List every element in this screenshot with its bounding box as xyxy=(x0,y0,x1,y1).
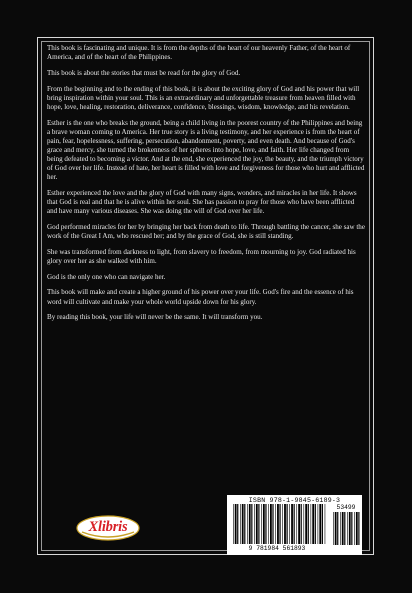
blurb-paragraph-1: This book is fascinating and unique. It is from the depths of the heart of our heavenly Father, of the heart of America, and of the heart of the Philippines. xyxy=(47,44,351,62)
blurb-paragraph-8: God is the only one who can navigate her. xyxy=(47,272,166,281)
logo-wordmark: Xlibris xyxy=(88,519,128,535)
blurb-paragraph-7: She was transformed from darkness to light, from slavery to freedom, from mourning to joy. God radiated his glory over her as she walked with him. xyxy=(47,247,356,265)
isbn-label: ISBN 978-1-9845-6189-3 xyxy=(248,497,341,504)
blurb-paragraph-2: This book is about the stories that must be read for the glory of God. xyxy=(47,68,241,77)
blurb-paragraph-5: Esther experienced the love and the glory of God with many signs, wonders, and miracles in her life. It shows that God is real and that he is alive within her soul. She has passion to pray for those who have been afflicted and have many various diseases. She was doing the will of God over her life. xyxy=(47,188,357,216)
isbn-barcode xyxy=(227,495,362,555)
publisher-logo xyxy=(76,515,140,541)
blurb-paragraph-3: From the beginning and to the ending of this book, it is about the exciting glory of God and his power that will bring inspiration within your soul. This is an extraordinary and unforgettable treasure from heaven filled with hope, love, healing, restoration, deliverance, confidence, blessings, wisdom, knowledge, and his revelation. xyxy=(47,84,360,111)
blurb-paragraph-4: Esther is the one who breaks the ground, being a child living in the poorest country of the Philippines and being a brave woman coming to America. Her true story is a living testimony, and her experience is from the heart of pain, fear, hopelessness, suffering, persecution, abandonment, poverty, and even death. And because of God's grace and mercy, she turned the brokenness of her spheres into hope, love, and faith. Her life changed from being defeated to becoming a victor. And at the end, she experienced the joy, the beauty, and the triumph victory of God over her life. Instead of hate, her heart is filled with love and forgiveness for those who hurt and afflicted her. xyxy=(47,118,365,182)
blurb-paragraph-10: By reading this book, your life will never be the same. It will transform you. xyxy=(47,313,263,322)
blurb-paragraph-6: God performed miracles for her by bringing her back from death to life. Through battling the cancer, she saw the work of the Great I Am, who rescued her; and by the grace of God, she is still standing. xyxy=(47,222,365,241)
barcode-addon-digits: 53499 xyxy=(336,504,356,511)
barcode-digits: 9 781984 561893 xyxy=(248,545,306,552)
blurb-text xyxy=(47,44,365,329)
blurb-paragraph-9: This book will make and create a higher ground of his power over your life. God's fire and the essence of his word will cultivate and make your whole world upside down for his glory. xyxy=(47,288,354,306)
